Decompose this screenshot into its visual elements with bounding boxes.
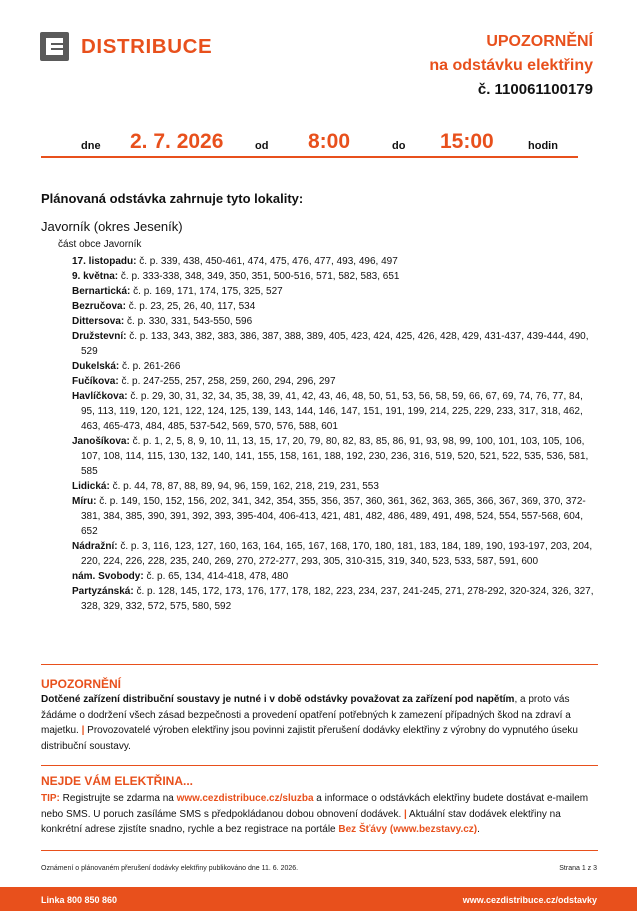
street-name: Družstevní: (72, 331, 127, 342)
street-list (72, 254, 598, 614)
info-text-1: Registrujte se zdarma na (59, 793, 177, 804)
street-item (72, 479, 598, 494)
footer-bar (0, 887, 637, 911)
house-numbers: č. p. 23, 25, 26, 40, 117, 534 (128, 301, 256, 312)
divider (41, 765, 598, 766)
to-label: do (392, 140, 406, 152)
notice-header (429, 30, 593, 102)
info-text-4: . (477, 824, 480, 835)
publication-note: Oznámení o plánovaném přerušení dodávky elektřiny publikováno dne 11. 6. 2026. (41, 865, 299, 872)
town-part: část obce Javorník (58, 239, 142, 250)
street-name: Dukelská: (72, 361, 120, 372)
divider (41, 664, 598, 665)
street-name: Partyzánská: (72, 586, 134, 597)
info-text (41, 791, 601, 838)
company-logo (40, 32, 212, 61)
info-title: NEJDE VÁM ELEKTŘINA... (41, 774, 194, 788)
street-item (72, 269, 598, 284)
house-numbers: č. p. 261-266 (122, 361, 181, 372)
house-numbers: č. p. 29, 30, 31, 32, 34, 35, 38, 39, 41, 42, 43, 46, 48, 50, 51, 53, 56, 58, 59, 66, 67, 69, 74, 76, 77, 84, 95, 113, 119, 120, 121, 122, 124, 125, 139, 143, 144, 146, 147, 151, 191, 199, 214, 225, 229, 233, 317, 318, 462, 463, 465-473, 484, 485, 537-542, 569, 570, 576, 588, 601 (81, 391, 583, 432)
street-name: nám. Svobody: (72, 571, 144, 582)
separator: | (404, 808, 407, 820)
street-item (72, 584, 598, 614)
notice-number: č. 110061100179 (477, 81, 593, 98)
notice-subtitle: na odstávku elektřiny (429, 57, 593, 74)
house-numbers: č. p. 65, 134, 414-418, 478, 480 (146, 571, 289, 582)
house-numbers: č. p. 3, 116, 123, 127, 160, 163, 164, 165, 167, 168, 170, 180, 181, 183, 184, 189, 190, 193-197, 203, 204, 220, 224, 226, 228, 235, 240, 269, 270, 272-277, 293, 305, 310-315, 319, 340, 523, 533, 587, 591, 600 (81, 541, 593, 567)
street-name: Míru: (72, 496, 97, 507)
registration-link[interactable]: www.cezdistribuce.cz/sluzba (176, 793, 314, 804)
street-name: Havlíčkova: (72, 391, 128, 402)
page-number: Strana 1 z 3 (559, 865, 597, 872)
logo-mark-icon (40, 32, 69, 61)
house-numbers: č. p. 247-255, 257, 258, 259, 260, 294, 296, 297 (121, 376, 336, 387)
street-item (72, 434, 598, 479)
notice-title: UPOZORNĚNÍ (486, 33, 593, 50)
warning-text-continued: , a proto vás žádáme o dodržení všech zásad bezpečnosti a provedení opatření potřebných k zamezení případných škod na zdraví a majetku. (41, 694, 571, 736)
info-text-3: Aktuální stav dodávek elektřiny na konkrétní adrese zjistíte snadno, rychle a bez registrace na portále (41, 808, 561, 835)
warning-bold-text: Dotčené zařízení distribuční soustavy je nutné i v době odstávky považovat za zařízení pod napětím (41, 694, 515, 705)
info-text-2: a informace o odstávkách elektřiny budete dostávat e-mailem nebo SMS. U poruch zasíláme SMS s předpokládanou dobou obnovení dodávek. (41, 793, 589, 820)
outage-date: 2. 7. 2026 (130, 130, 224, 153)
house-numbers: č. p. 133, 343, 382, 383, 386, 387, 388, 389, 405, 423, 424, 425, 426, 428, 429, 431-437, 439-444, 490, 529 (81, 331, 589, 357)
from-label: od (255, 140, 269, 152)
street-item (72, 284, 598, 299)
divider (41, 850, 598, 851)
separator: | (81, 725, 85, 736)
hours-label: hodin (528, 140, 558, 152)
house-numbers: č. p. 1, 2, 5, 8, 9, 10, 11, 13, 15, 17, 20, 79, 80, 82, 83, 85, 86, 91, 93, 98, 99, 100, 101, 103, 105, 106, 107, 108, 114, 115, 130, 132, 140, 141, 155, 158, 161, 188, 192, 230, 236, 316, 519, 520, 521, 522, 535, 536, 581, 585 (81, 436, 589, 477)
warning-title: UPOZORNĚNÍ (41, 677, 122, 691)
tip-label: TIP: (41, 793, 60, 804)
house-numbers: č. p. 169, 171, 174, 175, 325, 527 (133, 286, 283, 297)
street-item (72, 374, 598, 389)
house-numbers: č. p. 44, 78, 87, 88, 89, 94, 96, 159, 162, 218, 219, 231, 553 (112, 481, 379, 492)
street-item (72, 389, 598, 434)
street-name: Lidická: (72, 481, 110, 492)
warning-text (41, 692, 601, 754)
date-label: dne (81, 140, 101, 152)
street-item (72, 329, 598, 359)
start-time: 8:00 (308, 130, 351, 153)
house-numbers: č. p. 128, 145, 172, 173, 176, 177, 178, 182, 223, 234, 237, 241-245, 271, 278-292, 320-324, 326, 327, 328, 329, 332, 572, 575, 580, 592 (81, 586, 594, 612)
house-numbers: č. p. 333-338, 348, 349, 350, 351, 500-516, 571, 582, 583, 651 (120, 271, 400, 282)
street-item (72, 359, 598, 374)
street-name: Bernartická: (72, 286, 131, 297)
street-name: Dittersova: (72, 316, 125, 327)
website-link[interactable]: www.cezdistribuce.cz/odstavky (462, 895, 597, 905)
street-item (72, 314, 598, 329)
street-item (72, 569, 598, 584)
street-name: Bezručova: (72, 301, 126, 312)
street-name: Janošíkova: (72, 436, 130, 447)
end-time: 15:00 (440, 130, 494, 153)
town-name: Javorník (okres Jeseník) (41, 219, 183, 234)
house-numbers: č. p. 330, 331, 543-550, 596 (127, 316, 253, 327)
schedule-row (41, 126, 578, 158)
brand-name: DISTRIBUCE (81, 34, 213, 58)
street-item (72, 254, 598, 269)
house-numbers: č. p. 339, 438, 450-461, 474, 475, 476, 477, 493, 496, 497 (139, 256, 398, 267)
street-item (72, 299, 598, 314)
house-numbers: č. p. 149, 150, 152, 156, 202, 341, 342, 354, 355, 356, 357, 360, 361, 362, 363, 365, 366, 367, 369, 370, 372-381, 384, 385, 390, 391, 392, 393, 395-404, 406-413, 421, 481, 482, 486, 489, 491, 498, 524, 554, 557-568, 604, 652 (81, 496, 586, 537)
street-item (72, 539, 598, 569)
street-name: Fučíkova: (72, 376, 119, 387)
street-name: Nádražní: (72, 541, 118, 552)
producers-text: Provozovatelé výroben elektřiny jsou povinni zajistit přerušení dodávky elektřiny z výrobny do vypnutého úseku distribuční soustavy. (41, 725, 578, 752)
street-name: 17. listopadu: (72, 256, 137, 267)
street-item (72, 494, 598, 539)
hotline: Linka 800 850 860 (41, 895, 118, 905)
localities-intro: Plánovaná odstávka zahrnuje tyto lokality: (41, 191, 304, 206)
street-name: 9. května: (72, 271, 119, 282)
bezstavy-link[interactable]: Bez Šťávy (www.bezstavy.cz) (338, 824, 478, 835)
